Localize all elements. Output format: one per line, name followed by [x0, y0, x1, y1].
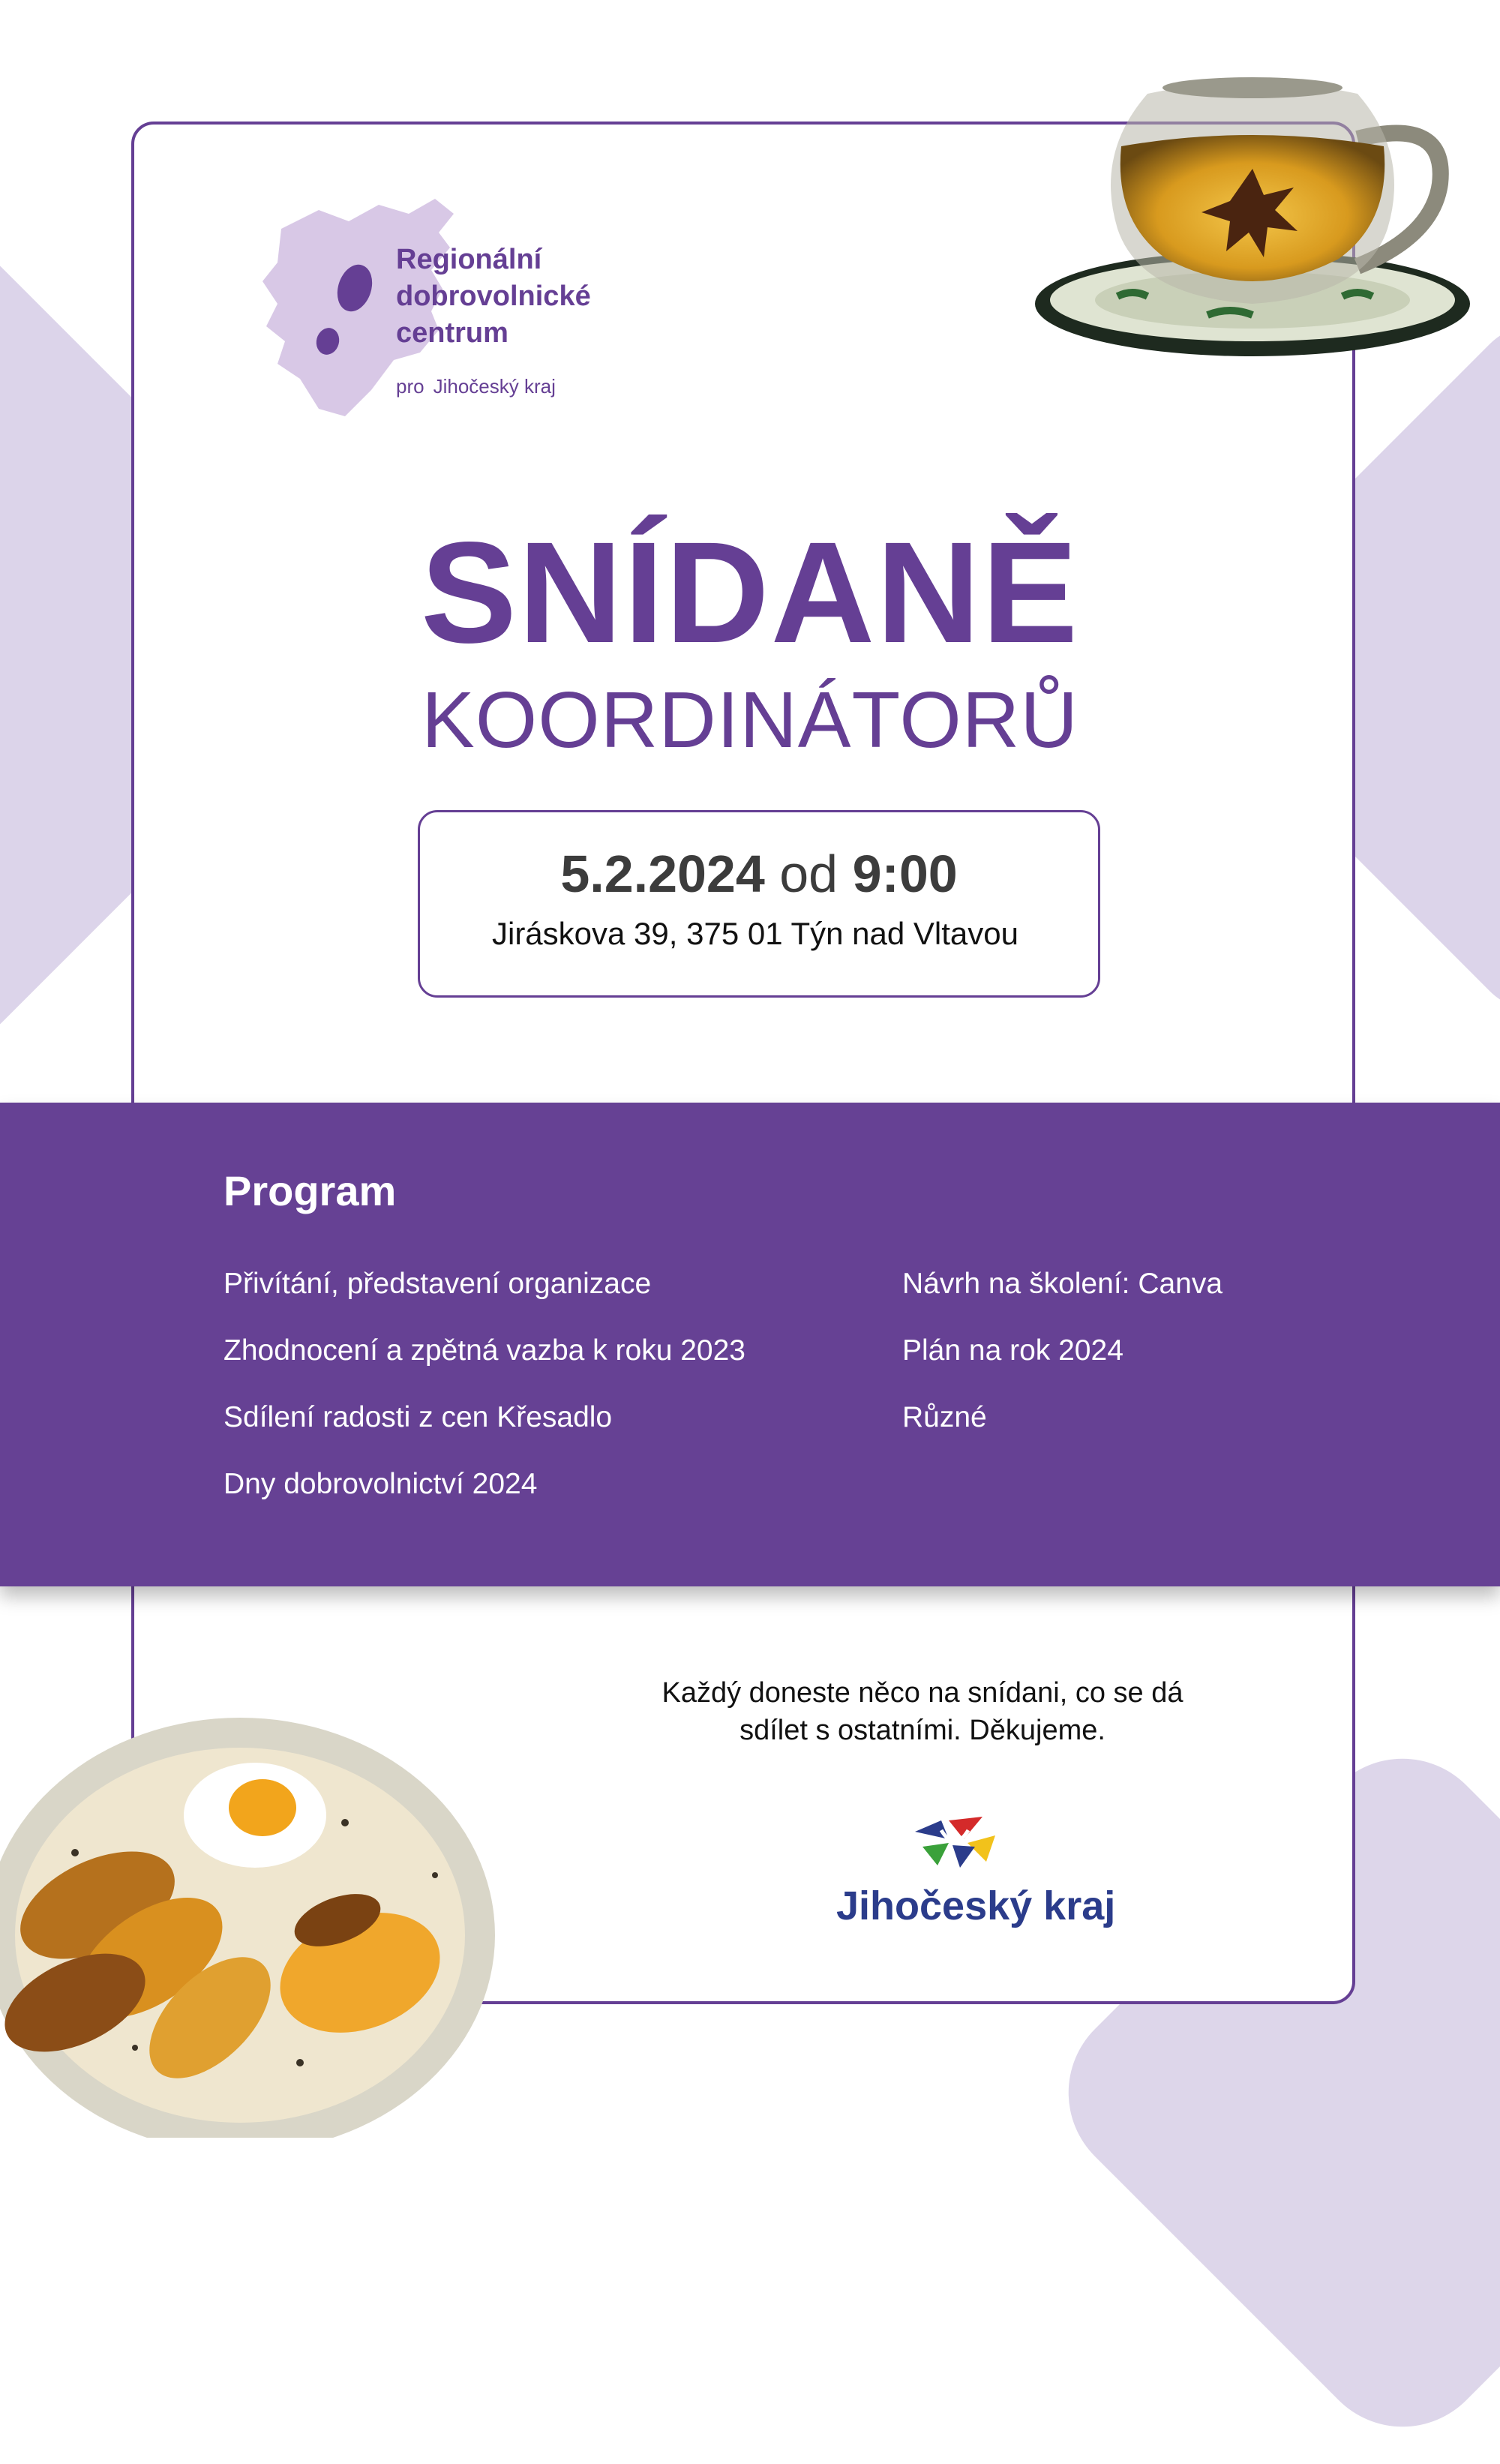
- program-item: Návrh na školení: Canva: [902, 1268, 1223, 1300]
- page-subtitle: KOORDINÁTORŮ: [422, 676, 1078, 764]
- program-item: Sdílení radosti z cen Křesadlo: [224, 1401, 613, 1433]
- program-heading: Program: [224, 1167, 397, 1214]
- program-item: Přivítání, představení organizace: [224, 1268, 652, 1300]
- program-item: Různé: [902, 1401, 987, 1433]
- logo-line-3: centrum: [396, 317, 508, 349]
- program-item: Dny dobrovolnictví 2024: [224, 1468, 538, 1500]
- event-address: Jiráskova 39, 375 01 Týn nad Vltavou: [491, 916, 1018, 951]
- program-item: Zhodnocení a zpětná vazba k roku 2023: [224, 1334, 746, 1367]
- event-datetime: [420, 844, 1098, 904]
- footer-note-line-2: sdílet s ostatními. Děkujeme.: [740, 1715, 1106, 1746]
- event-info-box: [418, 810, 1100, 998]
- exclamation-footprint-icon: [311, 263, 379, 360]
- logo-line-1: Regionální: [396, 244, 542, 275]
- logo-title: [396, 242, 591, 352]
- breakfast-plate-illustration: [0, 1688, 525, 2138]
- event-time: 9:00: [852, 845, 958, 903]
- logo-region: Jihočeský kraj: [433, 375, 556, 398]
- jihocesky-kraj-emblem-icon: [911, 1817, 998, 1869]
- event-date: 5.2.2024: [560, 845, 765, 903]
- footer-note-line-1: Každý doneste něco na snídani, co se dá: [662, 1677, 1184, 1709]
- program-list-left: [224, 1262, 746, 1529]
- footer-note: [622, 1674, 1222, 1749]
- logo-subtitle: [396, 375, 556, 398]
- tea-cup-illustration: [1028, 49, 1478, 371]
- program-item: Plán na rok 2024: [902, 1334, 1124, 1367]
- logo-prefix: pro: [396, 375, 424, 398]
- program-list-right: [902, 1262, 1222, 1462]
- footer-logo-text: Jihočeský kraj: [836, 1883, 1116, 1928]
- page-title: SNÍDANĚ: [420, 512, 1080, 673]
- logo-line-2: dobrovolnické: [396, 281, 591, 312]
- event-connector: od: [779, 845, 838, 903]
